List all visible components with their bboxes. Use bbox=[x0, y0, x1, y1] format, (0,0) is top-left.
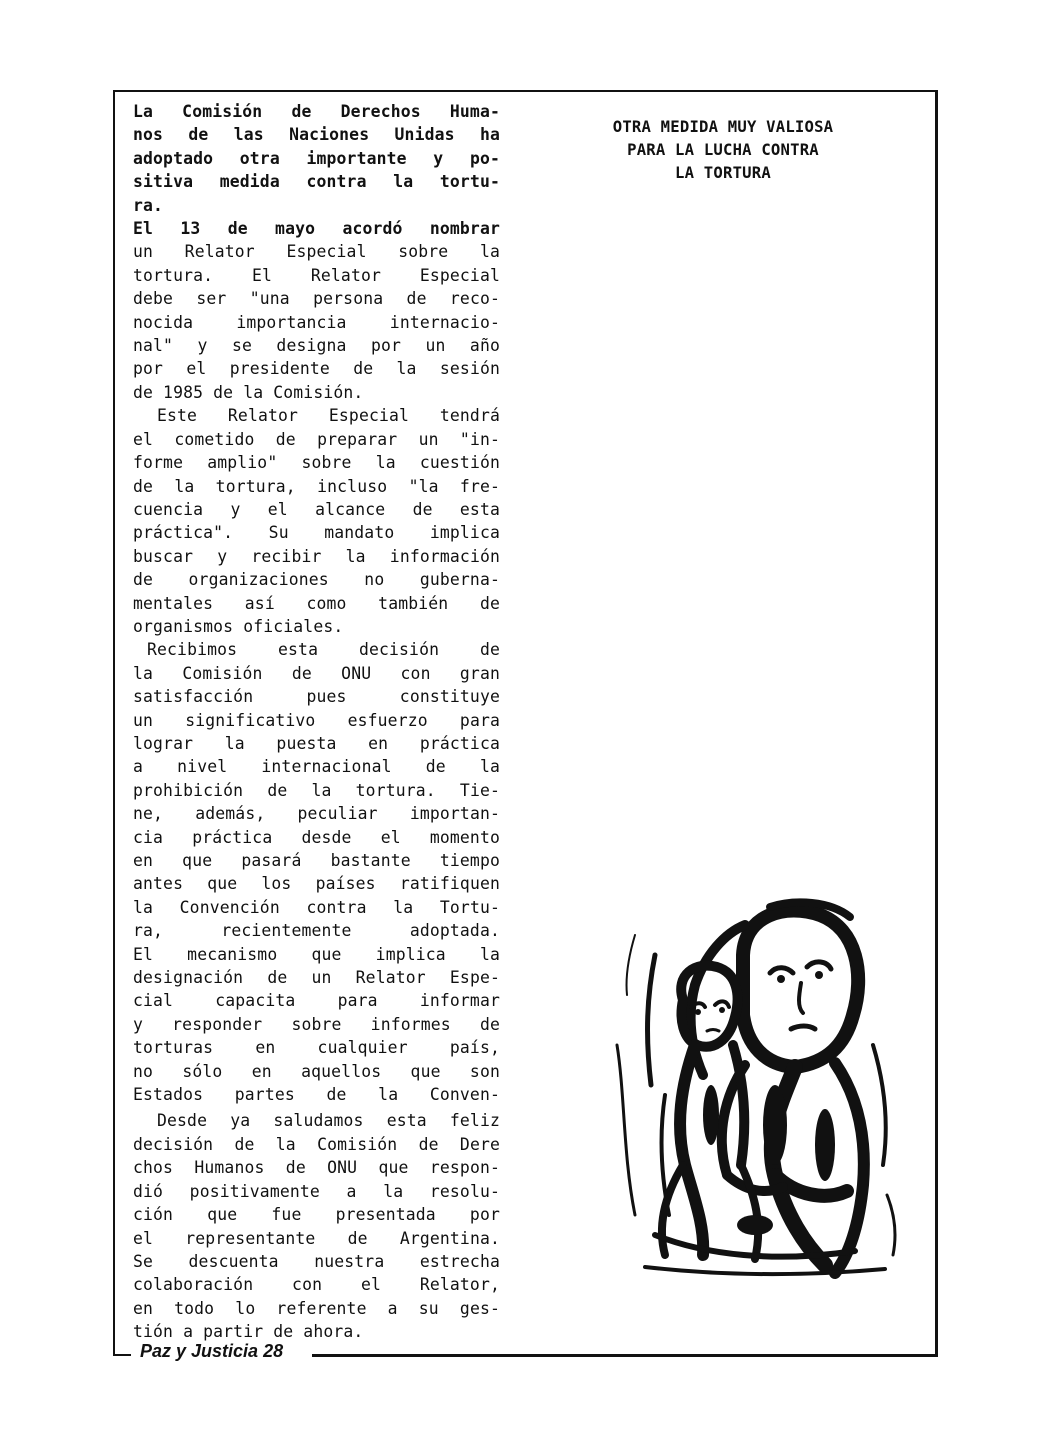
text-line: Este Relator Especial tendrá bbox=[157, 406, 500, 426]
article-body bbox=[133, 100, 500, 1344]
text-line: práctica". Su mandato implica bbox=[133, 523, 500, 543]
article-paragraph-2 bbox=[133, 217, 500, 404]
text-line: en que pasará bastante tiempo bbox=[133, 851, 500, 870]
page-footer: Paz y Justicia 28 bbox=[136, 1341, 287, 1362]
article-paragraph-3 bbox=[133, 404, 500, 638]
article-paragraph-5 bbox=[133, 1109, 500, 1343]
text-line: nocida importancia internacio- bbox=[133, 312, 500, 332]
section-headline bbox=[568, 116, 878, 185]
text-line: dió positivamente a la resolu- bbox=[133, 1181, 500, 1201]
text-line: de la tortura, incluso "la fre- bbox=[133, 476, 500, 496]
text-line: La Comisión de Derechos Huma- bbox=[133, 102, 500, 121]
text-line: el cometido de preparar un "in- bbox=[133, 429, 500, 449]
text-line: a nivel internacional de la bbox=[133, 757, 500, 777]
text-line: Se descuenta nuestra estrecha bbox=[133, 1251, 500, 1271]
text-line: nos de las Naciones Unidas ha bbox=[133, 125, 500, 145]
text-line: forme amplio" sobre la cuestión bbox=[133, 453, 500, 473]
text-line: buscar y recibir la información bbox=[133, 546, 500, 566]
text-line: ra, recientemente adoptada. bbox=[133, 921, 500, 941]
headline-line: LA TORTURA bbox=[675, 164, 771, 182]
text-line: nal" y se designa por un año bbox=[133, 336, 500, 356]
text-line: torturas en cualquier país, bbox=[133, 1038, 500, 1058]
text-line: lograr la puesta en práctica bbox=[133, 733, 500, 753]
text-line: la Comisión de ONU con gran bbox=[133, 663, 500, 683]
text-line: designación de un Relator Espe- bbox=[133, 968, 500, 988]
text-line: un Relator Especial sobre la bbox=[133, 242, 500, 262]
text-line: Recibimos esta decisión de bbox=[147, 640, 500, 660]
text-line: El 13 de mayo acordó nombrar bbox=[133, 219, 500, 239]
text-line: sitiva medida contra la tortu- bbox=[133, 172, 500, 192]
text-line: no sólo en aquellos que son bbox=[133, 1061, 500, 1081]
text-line: de organizaciones no guberna- bbox=[133, 570, 500, 590]
text-line: Estados partes de la Conven- bbox=[133, 1085, 500, 1105]
text-line: satisfacción pues constituye bbox=[133, 687, 500, 707]
article-paragraph-1 bbox=[133, 100, 500, 217]
mother-and-child-ink-drawing-icon bbox=[595, 895, 907, 1280]
article-paragraph-4 bbox=[133, 638, 500, 1106]
text-line: cia práctica desde el momento bbox=[133, 827, 500, 847]
text-line: antes que los países ratifiquen bbox=[133, 874, 500, 894]
text-line: decisión de la Comisión de Dere bbox=[133, 1134, 500, 1154]
text-line: ción que fue presentada por bbox=[133, 1205, 500, 1225]
text-line: prohibición de la tortura. Tie- bbox=[133, 780, 500, 800]
text-line: chos Humanos de ONU que respon- bbox=[133, 1158, 500, 1178]
text-line: por el presidente de la sesión bbox=[133, 359, 500, 379]
text-line: tortura. El Relator Especial bbox=[133, 265, 500, 285]
text-line: de 1985 de la Comisión. bbox=[133, 382, 364, 402]
headline-line: OTRA MEDIDA MUY VALIOSA bbox=[612, 118, 834, 136]
frame-bottom-rule-left bbox=[113, 1354, 131, 1356]
text-line: en todo lo referente a su ges- bbox=[133, 1298, 500, 1318]
text-line: y responder sobre informes de bbox=[133, 1014, 500, 1034]
text-line: el representante de Argentina. bbox=[133, 1228, 500, 1248]
frame-bottom-rule-right bbox=[312, 1354, 938, 1357]
text-line: la Convención contra la Tortu- bbox=[133, 897, 500, 917]
text-line: Desde ya saludamos esta feliz bbox=[157, 1111, 500, 1131]
text-line: cial capacita para informar bbox=[133, 991, 500, 1011]
text-line: tión a partir de ahora. bbox=[133, 1322, 364, 1342]
text-line: El mecanismo que implica la bbox=[133, 944, 500, 964]
text-line: un significativo esfuerzo para bbox=[133, 710, 500, 730]
text-line: mentales así como también de bbox=[133, 593, 500, 613]
text-line: cuencia y el alcance de esta bbox=[133, 499, 500, 519]
headline-line: PARA LA LUCHA CONTRA bbox=[627, 141, 819, 159]
text-line: adoptado otra importante y po- bbox=[133, 148, 500, 168]
text-line: debe ser "una persona de reco- bbox=[133, 289, 500, 309]
text-line: ra. bbox=[133, 195, 164, 215]
text-line: ne, además, peculiar importan- bbox=[133, 804, 500, 824]
text-line: organismos oficiales. bbox=[133, 616, 344, 636]
text-line: colaboración con el Relator, bbox=[133, 1275, 500, 1295]
